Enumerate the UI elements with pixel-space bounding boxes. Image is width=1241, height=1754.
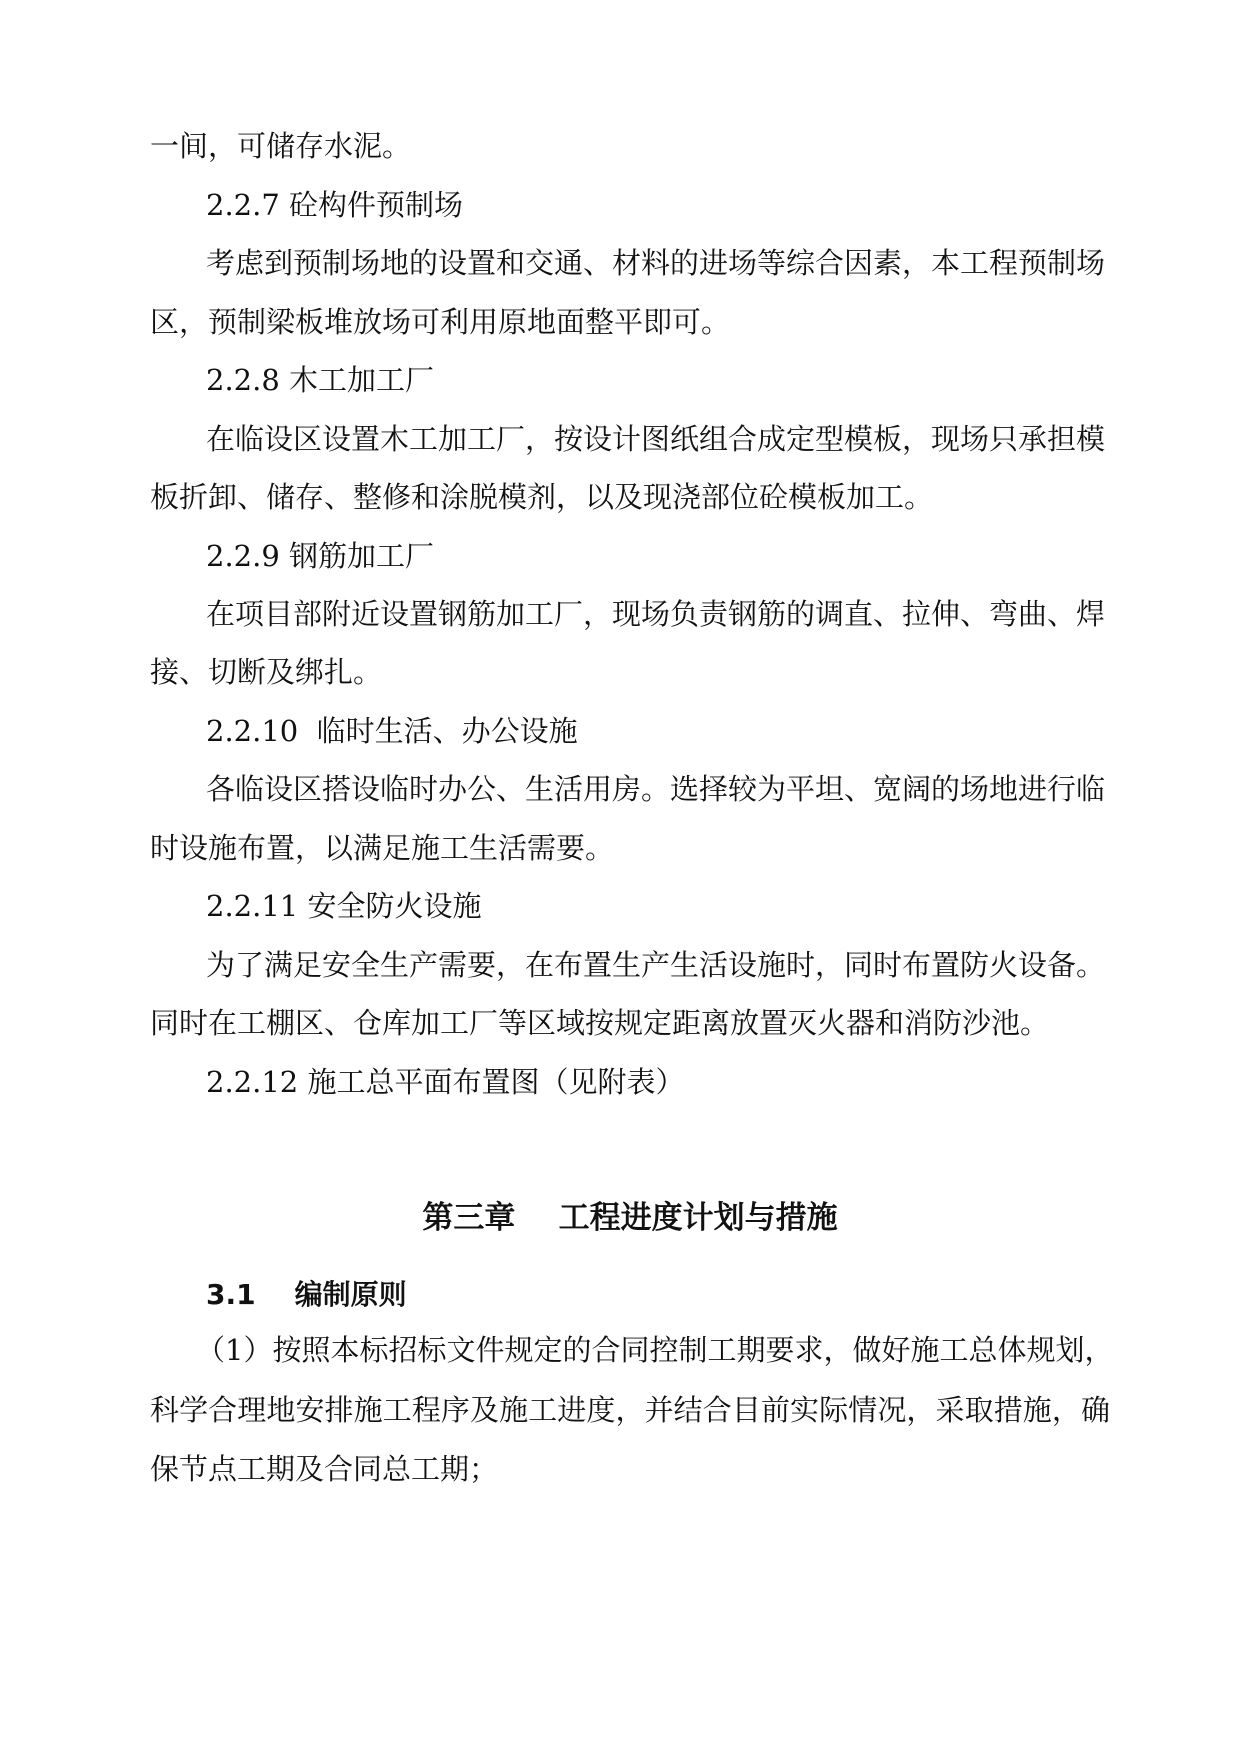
subsection-heading-2-2-9: 2.2.9 钢筋加工厂 — [206, 539, 435, 573]
section-heading-3-1: 3.1 编制原则 — [206, 1278, 407, 1311]
subsection-heading-2-2-11: 2.2.11 安全防火设施 — [206, 889, 482, 923]
paragraph-line: 在临设区设置木工加工厂，按设计图纸组合成定型模板，现场只承担模 — [206, 422, 1106, 456]
paragraph-line: 接、切断及绑扎。 — [150, 655, 383, 689]
chapter-title: 第三章 工程进度计划与措施 — [422, 1200, 838, 1236]
subsection-heading-2-2-12: 2.2.12 施工总平面布置图（见附表） — [206, 1065, 685, 1099]
paragraph-line: 在项目部附近设置钢筋加工厂，现场负责钢筋的调直、拉伸、弯曲、焊 — [206, 597, 1106, 631]
paragraph-line: 区，预制梁板堆放场可利用原地面整平即可。 — [150, 305, 731, 339]
subsection-heading-2-2-7: 2.2.7 砼构件预制场 — [206, 188, 464, 222]
paragraph-line: 科学合理地安排施工程序及施工进度，并结合目前实际情况，采取措施，确 — [150, 1393, 1110, 1427]
paragraph-line: 同时在工棚区、仓库加工厂等区域按规定距离放置灭火器和消防沙池。 — [150, 1006, 1050, 1040]
paragraph-line: 各临设区搭设临时办公、生活用房。选择较为平坦、宽阔的场地进行临 — [206, 772, 1106, 806]
paragraph-line: 板折卸、储存、整修和涂脱模剂，以及现浇部位砼模板加工。 — [150, 480, 934, 514]
paragraph-line: 时设施布置，以满足施工生活需要。 — [150, 831, 615, 865]
subsection-heading-2-2-10: 2.2.10 临时生活、办公设施 — [206, 714, 578, 748]
paragraph-line: 一间，可储存水泥。 — [150, 129, 412, 163]
paragraph-line: 为了满足安全生产需要，在布置生产生活设施时，同时布置防火设备。 — [206, 948, 1106, 982]
paragraph-line: （1）按照本标招标文件规定的合同控制工期要求，做好施工总体规划， — [196, 1333, 1114, 1367]
subsection-heading-2-2-8: 2.2.8 木工加工厂 — [206, 363, 435, 397]
paragraph-line: 保节点工期及合同总工期； — [150, 1452, 499, 1486]
paragraph-line: 考虑到预制场地的设置和交通、材料的进场等综合因素，本工程预制场 — [206, 246, 1106, 280]
